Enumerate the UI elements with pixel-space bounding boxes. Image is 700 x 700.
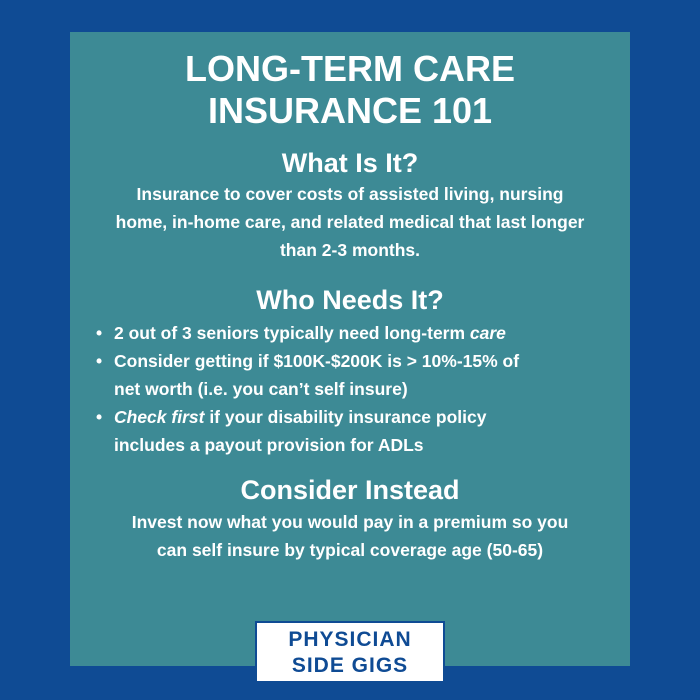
- bullet-2-line-1: • Consider getting if $100K-$200K is > 10%-15% of: [114, 351, 520, 371]
- instead-heading: Consider Instead: [240, 475, 460, 505]
- what-heading: What Is It?: [281, 148, 419, 178]
- page-title: [70, 48, 630, 132]
- bullet-3-line-2: includes a payout provision for ADLs: [114, 435, 424, 455]
- brand-logo: [255, 621, 445, 683]
- instead-description: [70, 508, 630, 564]
- bullet-3-line-1: if your disability insurance policy: [204, 407, 487, 427]
- what-description: [70, 180, 630, 264]
- instead-line-1: Invest now what you would pay in a premium so you: [131, 512, 569, 532]
- logo-line-2: SIDE GIGS: [291, 654, 409, 677]
- logo-line-1: PHYSICIAN: [288, 628, 412, 651]
- list-item: [94, 347, 614, 403]
- bullet-1-emphasis: care: [469, 323, 506, 343]
- bullet-1-text: 2 out of 3 seniors typically need long-term: [114, 323, 470, 343]
- who-heading: Who Needs It?: [256, 285, 444, 315]
- what-line-2: home, in-home care, and related medical that last longer: [115, 212, 585, 232]
- list-item: [94, 403, 614, 459]
- title-line-2: INSURANCE 101: [207, 90, 493, 131]
- title-line-1: LONG-TERM CARE: [185, 48, 515, 89]
- instead-line-2: can self insure by typical coverage age (50-65): [156, 540, 544, 560]
- what-line-1: Insurance to cover costs of assisted living, nursing: [136, 184, 564, 204]
- who-bullet-list: [94, 319, 614, 459]
- bullet-2-line-2: net worth (i.e. you can’t self insure): [114, 379, 408, 399]
- what-line-3: than 2-3 months.: [279, 240, 420, 260]
- info-card: [70, 32, 630, 666]
- list-item: [94, 319, 614, 347]
- bullet-3-emphasis: Check first: [114, 407, 205, 427]
